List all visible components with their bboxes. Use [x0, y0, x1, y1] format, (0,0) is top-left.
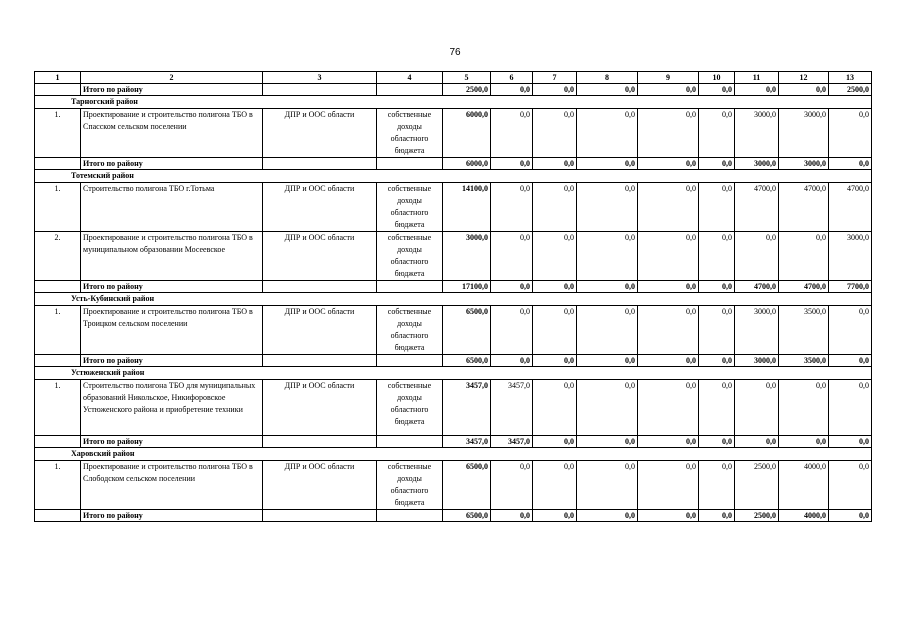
value-cell: 0,0: [638, 380, 699, 436]
total-row: [35, 510, 872, 522]
district-header-row: [35, 367, 872, 380]
source-cell: [377, 436, 443, 448]
value-cell: 0,0: [638, 436, 699, 448]
value-cell: 0,0: [699, 380, 735, 436]
executor-cell: [263, 510, 377, 522]
value-cell: 0,0: [779, 84, 829, 96]
header-cell: 6: [491, 72, 533, 84]
total-label: Итого по району: [81, 158, 263, 170]
total-label: Итого по району: [81, 281, 263, 293]
value-cell: 0,0: [577, 183, 638, 232]
project-name: Строительство полигона ТБО для муниципальных образований Никольское, Никифоровское Устюженского района и приобретение техники: [81, 380, 263, 436]
value-cell: 0,0: [577, 109, 638, 158]
source-cell: [377, 158, 443, 170]
value-cell: 6000,0: [443, 158, 491, 170]
funding-source: собственные доходы областного бюджета: [377, 306, 443, 355]
value-cell: 4700,0: [735, 281, 779, 293]
value-cell: 0,0: [577, 436, 638, 448]
value-cell: 0,0: [533, 306, 577, 355]
value-cell: 0,0: [829, 461, 872, 510]
total-row: [35, 355, 872, 367]
value-cell: 0,0: [577, 355, 638, 367]
value-cell: 0,0: [829, 436, 872, 448]
value-cell: 0,0: [638, 306, 699, 355]
row-number: 1.: [35, 380, 81, 436]
executor: ДПР и ООС области: [263, 461, 377, 510]
value-cell: 0,0: [638, 510, 699, 522]
value-cell: 0,0: [533, 380, 577, 436]
value-cell: 0,0: [699, 306, 735, 355]
source-cell: [377, 84, 443, 96]
value-cell: 0,0: [779, 380, 829, 436]
header-cell: 8: [577, 72, 638, 84]
value-cell: 0,0: [577, 281, 638, 293]
value-cell: 0,0: [533, 109, 577, 158]
total-row: [35, 158, 872, 170]
value-cell: 0,0: [491, 306, 533, 355]
value-cell: 0,0: [533, 436, 577, 448]
value-cell: 2500,0: [443, 84, 491, 96]
value-cell: 0,0: [638, 183, 699, 232]
value-cell: 6500,0: [443, 306, 491, 355]
header-cell: 2: [81, 72, 263, 84]
value-cell: 0,0: [533, 84, 577, 96]
value-cell: 0,0: [577, 306, 638, 355]
value-cell: 3457,0: [491, 380, 533, 436]
value-cell: 4700,0: [779, 281, 829, 293]
value-cell: 3000,0: [443, 232, 491, 281]
value-cell: 0,0: [577, 84, 638, 96]
value-cell: 0,0: [577, 461, 638, 510]
value-cell: 3000,0: [779, 158, 829, 170]
value-cell: 0,0: [491, 109, 533, 158]
value-cell: 0,0: [577, 380, 638, 436]
value-cell: 0,0: [699, 232, 735, 281]
value-cell: 0,0: [735, 436, 779, 448]
district-header-row: [35, 293, 872, 306]
value-cell: 0,0: [533, 461, 577, 510]
value-cell: 0,0: [699, 510, 735, 522]
value-cell: 0,0: [638, 158, 699, 170]
value-cell: 0,0: [638, 84, 699, 96]
value-cell: 3000,0: [735, 355, 779, 367]
district-name: Усть-Кубинский район: [35, 293, 872, 306]
project-row: [35, 232, 872, 281]
source-cell: [377, 510, 443, 522]
budget-table: [34, 71, 872, 522]
value-cell: 3457,0: [491, 436, 533, 448]
header-cell: 5: [443, 72, 491, 84]
executor-cell: [263, 436, 377, 448]
row-number-cell: [35, 436, 81, 448]
value-cell: 3457,0: [443, 380, 491, 436]
value-cell: 0,0: [829, 380, 872, 436]
value-cell: 0,0: [829, 158, 872, 170]
executor-cell: [263, 281, 377, 293]
district-name: Тотемский район: [35, 170, 872, 183]
value-cell: 4700,0: [829, 183, 872, 232]
source-cell: [377, 281, 443, 293]
district-name: Устюженский район: [35, 367, 872, 380]
value-cell: 0,0: [699, 281, 735, 293]
value-cell: 0,0: [491, 232, 533, 281]
value-cell: 0,0: [779, 436, 829, 448]
total-label: Итого по району: [81, 355, 263, 367]
value-cell: 3000,0: [735, 109, 779, 158]
value-cell: 0,0: [699, 355, 735, 367]
total-label: Итого по району: [81, 436, 263, 448]
value-cell: 0,0: [829, 510, 872, 522]
value-cell: 0,0: [699, 158, 735, 170]
value-cell: 0,0: [491, 84, 533, 96]
row-number-cell: [35, 355, 81, 367]
value-cell: 0,0: [577, 232, 638, 281]
value-cell: 0,0: [491, 355, 533, 367]
funding-source: собственные доходы областного бюджета: [377, 109, 443, 158]
value-cell: 3500,0: [779, 306, 829, 355]
row-number: 1.: [35, 183, 81, 232]
page-number: 76: [449, 47, 461, 58]
value-cell: 3000,0: [735, 158, 779, 170]
value-cell: 0,0: [533, 355, 577, 367]
value-cell: 0,0: [533, 281, 577, 293]
value-cell: 0,0: [491, 281, 533, 293]
executor-cell: [263, 84, 377, 96]
value-cell: 6000,0: [443, 109, 491, 158]
total-label: Итого по району: [81, 84, 263, 96]
row-number: 1.: [35, 109, 81, 158]
value-cell: 0,0: [699, 436, 735, 448]
total-row: [35, 281, 872, 293]
project-name: Проектирование и строительство полигона ТБО в Слободском сельском поселении: [81, 461, 263, 510]
value-cell: 0,0: [533, 232, 577, 281]
project-name: Строительство полигона ТБО г.Тотьма: [81, 183, 263, 232]
value-cell: 0,0: [533, 158, 577, 170]
value-cell: 0,0: [829, 306, 872, 355]
header-cell: 12: [779, 72, 829, 84]
value-cell: 17100,0: [443, 281, 491, 293]
value-cell: 0,0: [699, 183, 735, 232]
header-cell: 1: [35, 72, 81, 84]
value-cell: 3457,0: [443, 436, 491, 448]
row-number-cell: [35, 281, 81, 293]
source-cell: [377, 355, 443, 367]
district-name: Харовский район: [35, 448, 872, 461]
district-name: Тарногский район: [35, 96, 872, 109]
row-number: 2.: [35, 232, 81, 281]
value-cell: 4000,0: [779, 510, 829, 522]
funding-source: собственные доходы областного бюджета: [377, 461, 443, 510]
header-cell: 10: [699, 72, 735, 84]
value-cell: 0,0: [699, 84, 735, 96]
total-row: [35, 84, 872, 96]
project-row: [35, 306, 872, 355]
district-header-row: [35, 96, 872, 109]
header-cell: 9: [638, 72, 699, 84]
executor: ДПР и ООС области: [263, 380, 377, 436]
value-cell: 6500,0: [443, 355, 491, 367]
executor: ДПР и ООС области: [263, 183, 377, 232]
row-number-cell: [35, 84, 81, 96]
executor-cell: [263, 158, 377, 170]
project-name: Проектирование и строительство полигона ТБО в Троицком сельском поселении: [81, 306, 263, 355]
value-cell: 3000,0: [735, 306, 779, 355]
district-header-row: [35, 448, 872, 461]
header-cell: 3: [263, 72, 377, 84]
value-cell: 0,0: [491, 461, 533, 510]
value-cell: 0,0: [491, 183, 533, 232]
value-cell: 0,0: [577, 158, 638, 170]
header-row: [35, 72, 872, 84]
value-cell: 2500,0: [735, 461, 779, 510]
value-cell: 0,0: [533, 510, 577, 522]
value-cell: 0,0: [533, 183, 577, 232]
value-cell: 7700,0: [829, 281, 872, 293]
executor-cell: [263, 355, 377, 367]
value-cell: 0,0: [638, 461, 699, 510]
value-cell: 6500,0: [443, 461, 491, 510]
header-cell: 11: [735, 72, 779, 84]
row-number: 1.: [35, 461, 81, 510]
project-row: [35, 109, 872, 158]
value-cell: 6500,0: [443, 510, 491, 522]
value-cell: 3000,0: [779, 109, 829, 158]
value-cell: 0,0: [779, 232, 829, 281]
value-cell: 14100,0: [443, 183, 491, 232]
funding-source: собственные доходы областного бюджета: [377, 380, 443, 436]
header-cell: 13: [829, 72, 872, 84]
value-cell: 2500,0: [829, 84, 872, 96]
total-label: Итого по району: [81, 510, 263, 522]
value-cell: 4000,0: [779, 461, 829, 510]
header-cell: 4: [377, 72, 443, 84]
value-cell: 0,0: [735, 232, 779, 281]
value-cell: 0,0: [735, 380, 779, 436]
district-header-row: [35, 170, 872, 183]
value-cell: 0,0: [638, 281, 699, 293]
value-cell: 0,0: [735, 84, 779, 96]
row-number-cell: [35, 158, 81, 170]
value-cell: 0,0: [491, 158, 533, 170]
value-cell: 0,0: [699, 109, 735, 158]
value-cell: 0,0: [829, 109, 872, 158]
value-cell: 0,0: [638, 109, 699, 158]
project-row: [35, 183, 872, 232]
value-cell: 2500,0: [735, 510, 779, 522]
value-cell: 3000,0: [829, 232, 872, 281]
value-cell: 3500,0: [779, 355, 829, 367]
funding-source: собственные доходы областного бюджета: [377, 183, 443, 232]
executor: ДПР и ООС области: [263, 232, 377, 281]
value-cell: 0,0: [577, 510, 638, 522]
value-cell: 4700,0: [779, 183, 829, 232]
project-name: Проектирование и строительство полигона ТБО в муниципальном образовании Мосеевское: [81, 232, 263, 281]
row-number: 1.: [35, 306, 81, 355]
value-cell: 4700,0: [735, 183, 779, 232]
row-number-cell: [35, 510, 81, 522]
executor: ДПР и ООС области: [263, 109, 377, 158]
value-cell: 0,0: [638, 355, 699, 367]
value-cell: 0,0: [829, 355, 872, 367]
project-row: [35, 461, 872, 510]
project-name: Проектирование и строительство полигона ТБО в Спасском сельском поселении: [81, 109, 263, 158]
value-cell: 0,0: [638, 232, 699, 281]
value-cell: 0,0: [699, 461, 735, 510]
funding-source: собственные доходы областного бюджета: [377, 232, 443, 281]
header-cell: 7: [533, 72, 577, 84]
executor: ДПР и ООС области: [263, 306, 377, 355]
total-row: [35, 436, 872, 448]
value-cell: 0,0: [491, 510, 533, 522]
project-row: [35, 380, 872, 436]
